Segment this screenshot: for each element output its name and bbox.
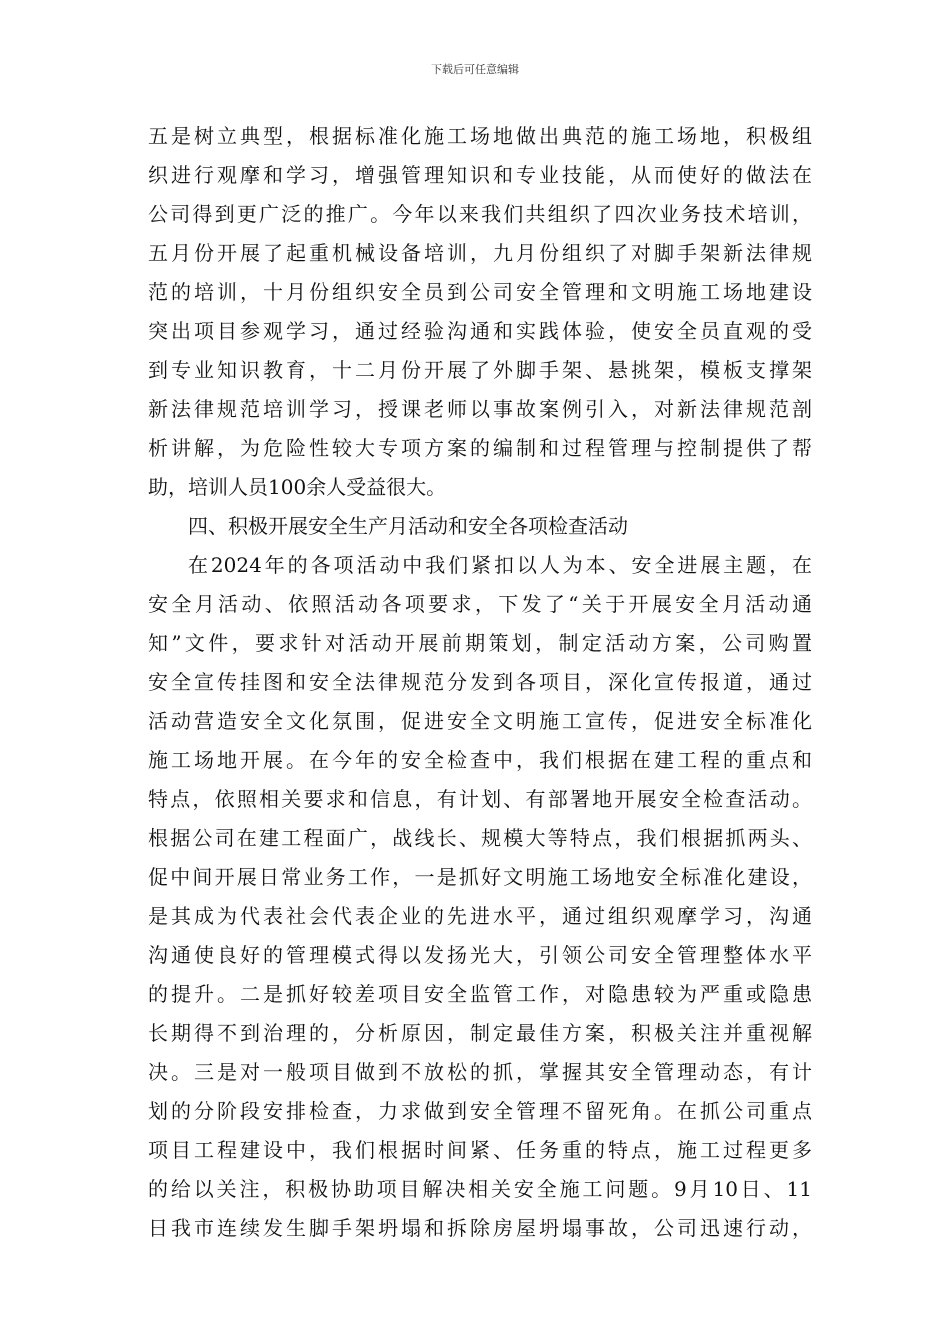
text-line: 施工场地开展。在今年的安全检查中，我们根据在建工程的重点和 [148,748,812,772]
text-line: 新法律规范培训学习，授课老师以事故案例引入，对新法律规范剖 [148,397,812,421]
text-line: 织进行观摩和学习，增强管理知识和专业技能，从而使好的做法在 [148,163,812,187]
page-header-note: 下载后可任意编辑 [431,63,519,76]
text-line: 划的分阶段安排检查，力求做到安全管理不留死角。在抓公司重点 [148,1099,812,1123]
text-line: 的给以关注，积极协助项目解决相关安全施工问题。9月10日、11 [148,1177,812,1201]
text-line: 是其成为代表社会代表企业的先进水平，通过组织观摩学习，沟通 [148,904,812,928]
text-line: 到专业知识教育，十二月份开展了外脚手架、悬挑架，模板支撑架 [148,358,812,382]
text-line: 日我市连续发生脚手架坍塌和拆除房屋坍塌事故，公司迅速行动， [148,1216,812,1240]
text-line: 突出项目参观学习，通过经验沟通和实践体验，使安全员直观的受 [148,319,812,343]
text-line: 五月份开展了起重机械设备培训，九月份组织了对脚手架新法律规 [148,241,812,265]
text-line: 的提升。二是抓好较差项目安全监管工作，对隐患较为严重或隐患 [148,982,812,1006]
text-line: 知”文件，要求针对活动开展前期策划，制定活动方案，公司购置 [148,631,812,655]
text-line: 安全月活动、依照活动各项要求，下发了“关于开展安全月活动通 [148,592,812,616]
text-line: 项目工程建设中，我们根据时间紧、任务重的特点，施工过程更多 [148,1138,812,1162]
text-line: 五是树立典型，根据标准化施工场地做出典范的施工场地，积极组 [148,124,812,148]
text-line: 在2024年的各项活动中我们紧扣以人为本、安全进展主题，在 [188,553,812,577]
text-line: 决。三是对一般项目做到不放松的抓，掌握其安全管理动态，有计 [148,1060,812,1084]
text-line: 析讲解，为危险性较大专项方案的编制和过程管理与控制提供了帮 [148,436,812,460]
text-line: 沟通使良好的管理模式得以发扬光大，引领公司安全管理整体水平 [148,943,812,967]
text-line: 活动营造安全文化氛围，促进安全文明施工宣传，促进安全标准化 [148,709,812,733]
text-line: 长期得不到治理的，分析原因，制定最佳方案，积极关注并重视解 [148,1021,812,1045]
text-line: 范的培训，十月份组织安全员到公司安全管理和文明施工场地建设 [148,280,812,304]
text-line: 促中间开展日常业务工作，一是抓好文明施工场地安全标准化建设， [148,865,812,889]
text-line: 根据公司在建工程面广，战线长、规模大等特点，我们根据抓两头、 [148,826,812,850]
document-body [148,117,812,1248]
text-line: 特点，依照相关要求和信息，有计划、有部署地开展安全检查活动。 [148,787,812,811]
text-line: 公司得到更广泛的推广。今年以来我们共组织了四次业务技术培训， [148,202,812,226]
text-line: 助，培训人员100余人受益很大。 [148,475,447,499]
text-line: 安全宣传挂图和安全法律规范分发到各项目，深化宣传报道，通过 [148,670,812,694]
section-heading: 四、积极开展安全生产月活动和安全各项检查活动 [188,514,628,538]
